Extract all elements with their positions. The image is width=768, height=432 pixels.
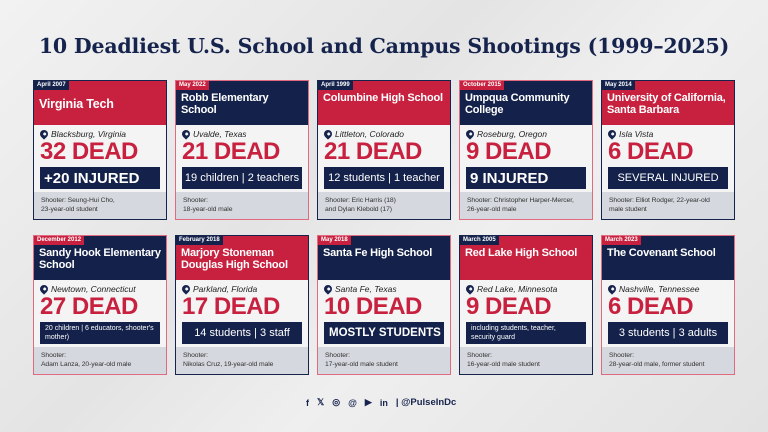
casualty-detail: 20 children | 6 educators, shooter's mother) bbox=[40, 322, 160, 344]
linkedin-icon[interactable]: in bbox=[379, 397, 388, 408]
shooter-line: 16-year-old male student bbox=[467, 361, 540, 368]
school-name: Marjory Stoneman Douglas High School bbox=[176, 236, 308, 280]
school-name: Santa Fe High School bbox=[318, 236, 450, 280]
shooter-info bbox=[602, 192, 734, 219]
school-name: Columbine High School bbox=[318, 81, 450, 125]
shooter-line: male student bbox=[609, 206, 647, 213]
location-text: Newtown, Connecticut bbox=[51, 284, 136, 294]
death-count: 21 DEAD bbox=[182, 138, 280, 165]
death-count: 6 DEAD bbox=[608, 138, 694, 165]
shooter-line: Shooter: bbox=[183, 197, 208, 204]
shooter-line: Shooter: Elliot Rodger, 22-year-old bbox=[609, 197, 710, 204]
casualty-detail: 14 students | 3 staff bbox=[182, 322, 302, 344]
incident-card bbox=[175, 235, 309, 375]
incident-card bbox=[601, 80, 735, 220]
school-name: Sandy Hook Elementary School bbox=[34, 236, 166, 280]
casualty-detail: MOSTLY STUDENTS bbox=[324, 322, 444, 344]
death-count: 27 DEAD bbox=[40, 293, 138, 320]
facebook-icon[interactable]: f bbox=[306, 397, 309, 408]
incident-card bbox=[601, 235, 735, 375]
shooter-line: 17-year-old male student bbox=[325, 361, 398, 368]
shooter-line: 28-year-old male, former student bbox=[609, 361, 705, 368]
death-count: 17 DEAD bbox=[182, 293, 280, 320]
location-text: Roseburg, Oregon bbox=[477, 129, 547, 139]
casualty-detail: including students, teacher, security guard bbox=[466, 322, 586, 344]
casualty-detail: 3 students | 3 adults bbox=[608, 322, 728, 344]
casualty-detail: SEVERAL INJURED bbox=[608, 167, 728, 189]
shooter-info bbox=[318, 192, 450, 219]
incident-card bbox=[317, 235, 451, 375]
shooter-line: Shooter: bbox=[609, 352, 634, 359]
shooter-info bbox=[460, 347, 592, 374]
casualty-detail: +20 INJURED bbox=[40, 167, 160, 189]
page-title: 10 Deadliest U.S. School and Campus Shootings (1999–2025) bbox=[38, 34, 730, 58]
death-count: 9 DEAD bbox=[466, 138, 552, 165]
shooter-line: Shooter: Seung-Hui Cho, bbox=[41, 197, 115, 204]
threads-icon[interactable]: @ bbox=[348, 397, 357, 408]
shooter-line: and Dylan Klebold (17) bbox=[325, 206, 392, 213]
shooter-line: Shooter: bbox=[325, 352, 350, 359]
death-count: 32 DEAD bbox=[40, 138, 138, 165]
shooter-info bbox=[34, 192, 166, 219]
school-name: Robb Elementary School bbox=[176, 81, 308, 125]
shooter-line: Shooter: Christopher Harper-Mercer, bbox=[467, 197, 574, 204]
shooter-info bbox=[318, 347, 450, 374]
shooter-info bbox=[176, 192, 308, 219]
shooter-line: Adam Lanza, 20-year-old male bbox=[41, 361, 132, 368]
shooter-line: Nikolas Cruz, 19-year-old male bbox=[183, 361, 274, 368]
date-tag: October 2015 bbox=[460, 81, 504, 90]
location-text: Uvalde, Texas bbox=[193, 129, 247, 139]
casualty-detail: 12 students | 1 teacher bbox=[324, 167, 444, 189]
date-tag: May 2022 bbox=[176, 81, 209, 90]
shooter-line: Shooter: Eric Harris (18) bbox=[325, 197, 396, 204]
school-name: Virginia Tech bbox=[34, 81, 166, 125]
incident-card bbox=[175, 80, 309, 220]
incident-card bbox=[317, 80, 451, 220]
location-text: Santa Fe, Texas bbox=[335, 284, 397, 294]
shooter-line: 23-year-old student bbox=[41, 206, 98, 213]
shooter-info bbox=[34, 347, 166, 374]
location-text: Parkland, Florida bbox=[193, 284, 258, 294]
death-count: 21 DEAD bbox=[324, 138, 422, 165]
shooter-line: Shooter: bbox=[183, 352, 208, 359]
location-text: Blacksburg, Virginia bbox=[51, 129, 126, 139]
casualty-detail: 9 INJURED bbox=[466, 167, 586, 189]
date-tag: December 2012 bbox=[34, 236, 84, 245]
casualty-detail: 19 children | 2 teachers bbox=[182, 167, 302, 189]
shooter-line: Shooter: bbox=[41, 352, 66, 359]
date-tag: May 2018 bbox=[318, 236, 351, 245]
date-tag: March 2005 bbox=[460, 236, 499, 245]
school-name: University of California, Santa Barbara bbox=[602, 81, 734, 125]
location-text: Littleton, Colorado bbox=[335, 129, 404, 139]
school-name: Red Lake High School bbox=[460, 236, 592, 280]
incident-card bbox=[33, 80, 167, 220]
date-tag: May 2014 bbox=[602, 81, 635, 90]
date-tag: April 1999 bbox=[318, 81, 353, 90]
x-icon[interactable]: 𝕏 bbox=[317, 397, 325, 407]
shooter-line: Shooter: bbox=[467, 352, 492, 359]
social-handle: | @PulseInDc bbox=[395, 397, 457, 408]
incident-card bbox=[459, 235, 593, 375]
incident-card bbox=[33, 235, 167, 375]
school-name: Umpqua Community College bbox=[460, 81, 592, 125]
location-text: Red Lake, Minnesota bbox=[477, 284, 558, 294]
shooter-line: 26-year-old male bbox=[467, 206, 517, 213]
youtube-icon[interactable]: ▶ bbox=[364, 397, 372, 407]
shooter-info bbox=[602, 347, 734, 374]
school-name: The Covenant School bbox=[602, 236, 734, 280]
location-text: Isla Vista bbox=[619, 129, 654, 139]
instagram-icon[interactable]: ◎ bbox=[332, 397, 341, 407]
social-footer bbox=[306, 397, 456, 408]
date-tag: March 2023 bbox=[602, 236, 641, 245]
death-count: 6 DEAD bbox=[608, 293, 694, 320]
death-count: 9 DEAD bbox=[466, 293, 552, 320]
shooter-info bbox=[176, 347, 308, 374]
location-text: Nashville, Tennessee bbox=[619, 284, 700, 294]
shooter-info bbox=[460, 192, 592, 219]
death-count: 10 DEAD bbox=[324, 293, 422, 320]
incident-card bbox=[459, 80, 593, 220]
shooter-line: 18-year-old male bbox=[183, 206, 233, 213]
date-tag: April 2007 bbox=[34, 81, 69, 90]
date-tag: February 2018 bbox=[176, 236, 223, 245]
